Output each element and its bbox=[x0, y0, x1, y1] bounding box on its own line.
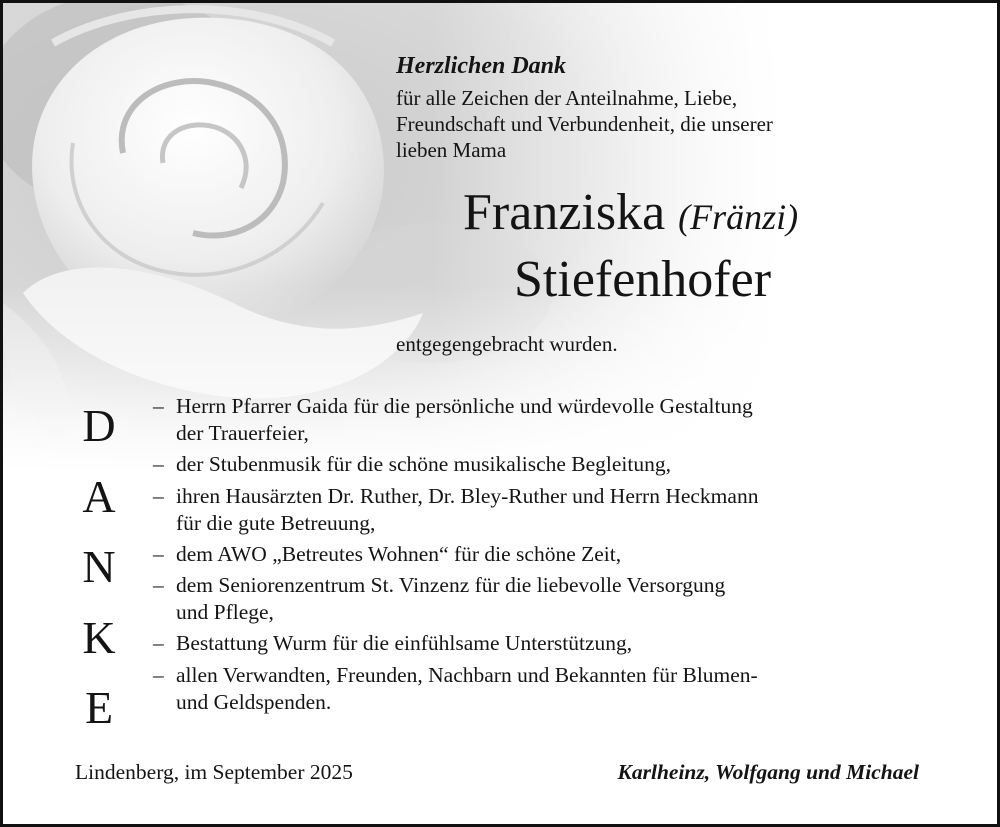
dash: – bbox=[153, 483, 164, 508]
thanks-line: dem Seniorenzentrum St. Vinzenz für die liebevolle Versorgung bbox=[176, 573, 726, 598]
dash: – bbox=[153, 394, 164, 418]
dash: – bbox=[153, 662, 164, 687]
thanks-item bbox=[153, 483, 953, 537]
intro-line: lieben Mama bbox=[396, 138, 507, 162]
thanks-line: der Trauerfeier, bbox=[176, 421, 309, 445]
intro-block bbox=[396, 51, 936, 163]
thanks-line: für die gute Betreuung, bbox=[176, 510, 376, 535]
thanks-line: ihren Hausärzten Dr. Ruther, Dr. Bley-Ruther und Herrn Heckmann bbox=[176, 483, 759, 508]
heading: Herzlichen Dank bbox=[396, 53, 567, 79]
intro-text bbox=[396, 85, 936, 163]
thanks-line: und Geldspenden. bbox=[176, 689, 332, 714]
signatures: Karlheinz, Wolfgang und Michael bbox=[617, 760, 919, 784]
thanks-item bbox=[153, 451, 953, 478]
danke-letter: K bbox=[82, 611, 116, 663]
dash: – bbox=[153, 541, 164, 566]
thanks-line: der Stubenmusik für die schöne musikalische Begleitung, bbox=[176, 452, 672, 477]
danke-vertical bbox=[69, 391, 129, 744]
closing-text: entgegengebracht wurden. bbox=[396, 332, 618, 356]
danke-letter: A bbox=[82, 470, 116, 522]
thanks-line: Bestattung Wurm für die einfühlsame Unterstützung, bbox=[176, 631, 633, 656]
thanks-line: dem AWO „Betreutes Wohnen“ für die schöne Zeit, bbox=[176, 541, 622, 566]
deceased-first-name-line bbox=[463, 183, 798, 247]
thanks-item bbox=[153, 572, 953, 626]
dash: – bbox=[153, 452, 164, 477]
danke-letter: N bbox=[82, 541, 116, 592]
dash: – bbox=[153, 573, 164, 598]
danke-letter: E bbox=[84, 682, 114, 733]
deceased-surname: Stiefenhofer bbox=[514, 251, 772, 308]
thanks-line: allen Verwandten, Freunden, Nachbarn und Bekannten für Blumen- bbox=[176, 662, 758, 687]
thanks-item bbox=[153, 630, 953, 657]
deceased-first-name: Franziska bbox=[463, 184, 666, 241]
deceased-nickname: (Fränzi) bbox=[678, 197, 799, 237]
thanks-item bbox=[153, 662, 953, 716]
thanks-line: und Pflege, bbox=[176, 600, 274, 625]
intro-line: Freundschaft und Verbundenheit, die unserer bbox=[396, 112, 773, 136]
place-date: Lindenberg, im September 2025 bbox=[75, 760, 353, 784]
dash: – bbox=[153, 631, 164, 656]
thanks-item bbox=[153, 393, 953, 447]
thanks-item bbox=[153, 541, 953, 568]
thanks-list bbox=[153, 393, 953, 720]
intro-line: für alle Zeichen der Anteilnahme, Liebe, bbox=[396, 86, 738, 110]
thanks-line: Herrn Pfarrer Gaida für die persönliche und würdevolle Gestaltung bbox=[176, 394, 753, 418]
danke-letter: D bbox=[82, 400, 116, 451]
